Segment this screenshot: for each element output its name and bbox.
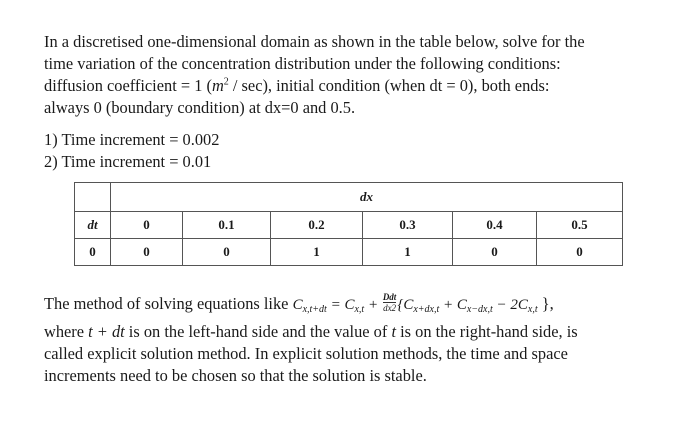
table-row-x — [75, 212, 623, 239]
table-cell: 0.3 — [363, 212, 453, 239]
eq-brace: }, — [537, 294, 554, 313]
unit-m: m — [211, 76, 224, 95]
method-line-3: called explicit solution method. In explicit solution methods, the time and space — [44, 344, 568, 363]
method-description — [44, 293, 674, 387]
eq-operator: − 2 — [492, 297, 518, 313]
table-cell: 1 — [363, 239, 453, 266]
eq-symbol: C — [344, 297, 355, 313]
table-cell: 0.5 — [537, 212, 623, 239]
eq-fraction — [383, 292, 397, 313]
eq-symbol: C — [517, 297, 528, 313]
table-cell: 0.2 — [271, 212, 363, 239]
question-list — [44, 129, 674, 173]
eq-operator: + — [364, 297, 382, 313]
question-1: 1) Time increment = 0.002 — [44, 130, 220, 149]
method-text: is on the left-hand side and the value of — [124, 322, 392, 341]
grid-table — [74, 182, 623, 266]
intro-line-4: always 0 (boundary condition) at dx=0 and 0.5. — [44, 98, 356, 117]
question-2: 2) Time increment = 0.01 — [44, 152, 212, 171]
table-cell: 0.1 — [183, 212, 271, 239]
eq-fraction-num: Ddt — [382, 292, 397, 303]
method-line-1 — [44, 293, 674, 321]
eq-symbol: C — [403, 297, 414, 313]
eq-subscript: x−dx,t — [466, 304, 493, 315]
method-text: where — [44, 322, 89, 341]
eq-operator: = — [326, 297, 345, 313]
unit-exponent: 2 — [223, 76, 229, 88]
table-row-initial — [75, 239, 623, 266]
method-line-2 — [44, 321, 674, 343]
math-t: t — [391, 322, 396, 341]
problem-statement — [44, 31, 674, 119]
eq-subscript: x,t — [527, 304, 538, 315]
table-cell: 1 — [271, 239, 363, 266]
table-cell: 0.4 — [453, 212, 537, 239]
method-text: is on the right-hand side, is — [396, 322, 578, 341]
table-cell: 0 — [537, 239, 623, 266]
eq-operator: + — [439, 297, 457, 313]
row-label-cell: 0 — [75, 239, 111, 266]
table-cell: 0 — [453, 239, 537, 266]
table-cell: 0 — [111, 212, 183, 239]
table-cell: 0 — [183, 239, 271, 266]
dx-header: dx — [111, 183, 623, 212]
dt-label: dt — [75, 212, 111, 239]
eq-subscript: x,t — [354, 304, 365, 315]
math-t-plus-dt: t + dt — [88, 322, 125, 341]
intro-line-2: time variation of the concentration distribution under the following conditions: — [44, 54, 561, 73]
eq-symbol: C — [292, 297, 303, 313]
eq-subscript: x,t+dt — [302, 304, 327, 315]
table-corner-cell — [75, 183, 111, 212]
intro-line-3a: diffusion coefficient = 1 ( — [44, 76, 212, 95]
intro-line-3 — [44, 75, 674, 97]
method-line-4: increments need to be chosen so that the solution is stable. — [44, 366, 427, 385]
eq-symbol: C — [456, 297, 467, 313]
eq-subscript: x+dx,t — [413, 304, 440, 315]
table-cell: 0 — [111, 239, 183, 266]
table-header-row — [75, 183, 623, 212]
eq-brace: { — [397, 297, 404, 313]
intro-line-3b: / sec), initial condition (when dt = 0), both ends: — [228, 76, 550, 95]
method-text: The method of solving equations like — [44, 294, 293, 313]
intro-line-1: In a discretised one-dimensional domain as shown in the table below, solve for the — [44, 32, 585, 51]
eq-fraction-den: dx2 — [383, 303, 397, 314]
equation — [292, 292, 538, 315]
